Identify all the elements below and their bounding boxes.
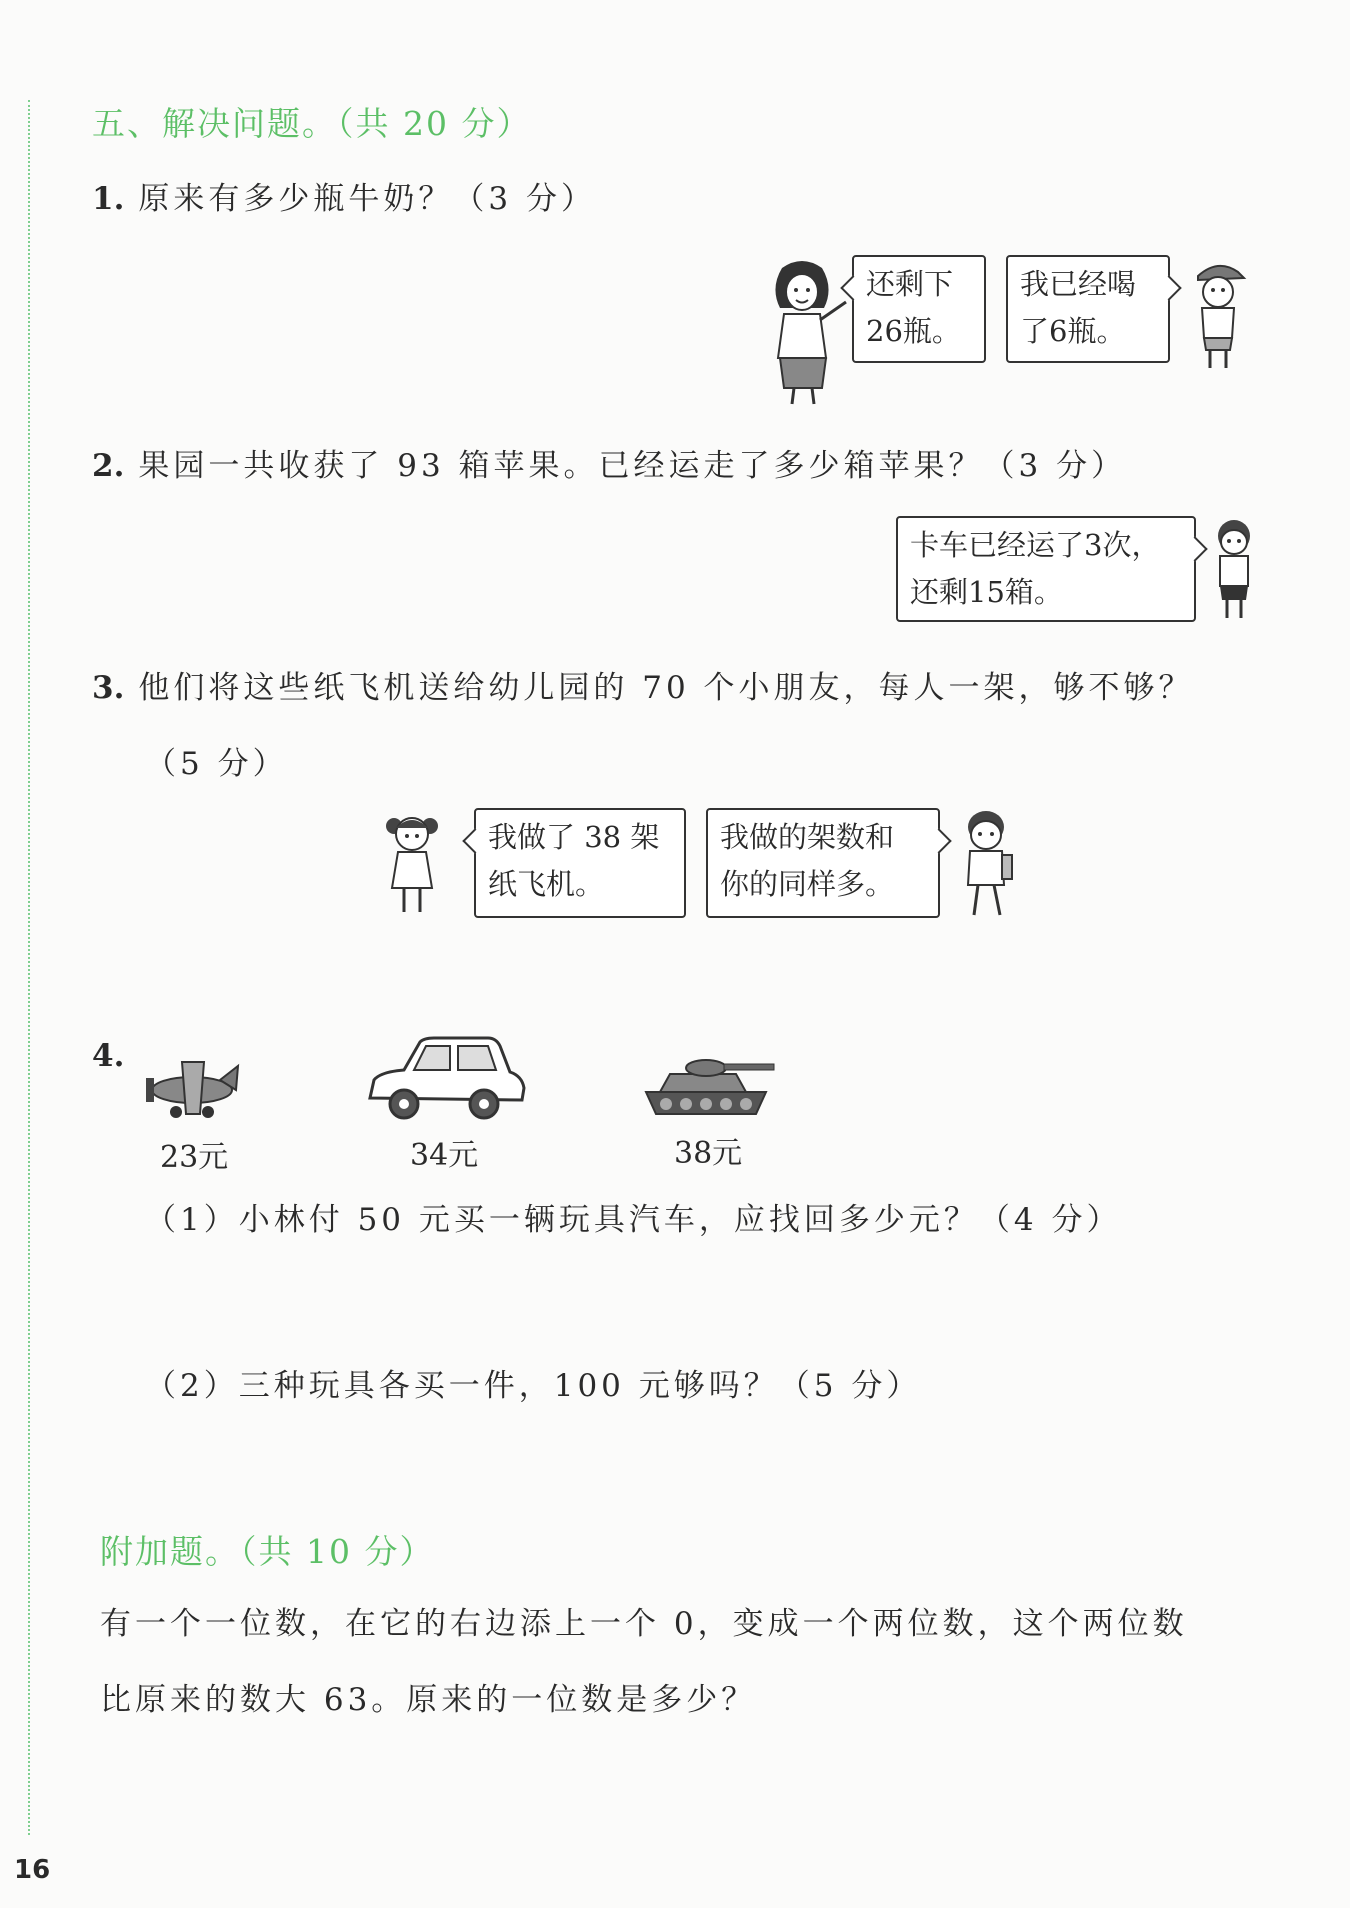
speech-bubble-q2 — [896, 516, 1196, 622]
question-2-number: 2. — [92, 448, 125, 484]
question-3-points: （5 分） — [145, 746, 288, 782]
price-car: 34元 — [410, 1138, 479, 1173]
boy-illustration — [1188, 258, 1248, 373]
toy-car-image — [364, 1034, 528, 1124]
price-airplane: 23元 — [160, 1140, 229, 1175]
page-number: 16 — [14, 1855, 51, 1885]
boy-illustration — [1208, 514, 1260, 622]
section-title-text: 五、解决问题。 — [92, 104, 337, 143]
price-tank: 38元 — [674, 1136, 743, 1171]
question-1-text: 原来有多少瓶牛奶？（3 分） — [138, 181, 596, 217]
bubble-line: 还剩下 — [866, 267, 954, 301]
speech-bubble-girl-q1 — [852, 255, 986, 363]
section-title — [92, 98, 531, 145]
question-1-number: 1. — [92, 181, 125, 217]
question-4-number: 4. — [92, 1038, 125, 1074]
bonus-title — [100, 1526, 434, 1573]
speech-bubble-boy-q1 — [1006, 255, 1170, 363]
question-4 — [92, 1038, 138, 1074]
bubble-line: 26瓶。 — [866, 314, 961, 348]
girl-illustration — [382, 808, 442, 920]
bubble-line: 还剩15箱。 — [910, 575, 1063, 609]
question-2-text: 果园一共收获了 93 箱苹果。已经运走了多少箱苹果？（3 分） — [138, 448, 1127, 484]
question-4-sub-1: （1）小林付 50 元买一辆玩具汽车，应找回多少元？（4 分） — [145, 1202, 1122, 1238]
bubble-line: 你的同样多。 — [720, 867, 895, 901]
speech-bubble-girl-q3 — [474, 808, 686, 918]
question-1 — [92, 173, 596, 218]
bubble-line: 我已经喝 — [1020, 267, 1137, 301]
bubble-line: 卡车已经运了3次， — [910, 528, 1161, 562]
bubble-line: 我做了 38 架 — [488, 820, 660, 854]
teacher-illustration — [756, 258, 848, 406]
toy-tank-image — [636, 1052, 778, 1118]
question-3 — [92, 662, 1194, 707]
question-2 — [92, 440, 1126, 485]
bonus-title-text: 附加题。 — [100, 1532, 240, 1571]
bubble-line: 了6瓶。 — [1020, 314, 1126, 348]
bonus-points: （共 10 分） — [240, 1532, 435, 1571]
bonus-question-line-1: 有一个一位数，在它的右边添上一个 0，变成一个两位数，这个两位数 — [100, 1606, 1188, 1642]
speech-bubble-boy-q3 — [706, 808, 940, 918]
bonus-question-line-2: 比原来的数大 63。原来的一位数是多少？ — [100, 1682, 757, 1718]
margin-dotted-line — [28, 100, 30, 1835]
bubble-line: 纸飞机。 — [488, 867, 605, 901]
section-points: （共 20 分） — [337, 104, 532, 143]
boy-illustration — [954, 805, 1018, 921]
question-3-text: 他们将这些纸飞机送给幼儿园的 70 个小朋友，每人一架，够不够？ — [138, 670, 1194, 706]
bubble-line: 我做的架数和 — [720, 820, 895, 854]
toy-airplane-image — [142, 1052, 242, 1122]
question-4-sub-2: （2）三种玩具各买一件，100 元够吗？（5 分） — [145, 1368, 922, 1404]
question-3-number: 3. — [92, 670, 125, 706]
